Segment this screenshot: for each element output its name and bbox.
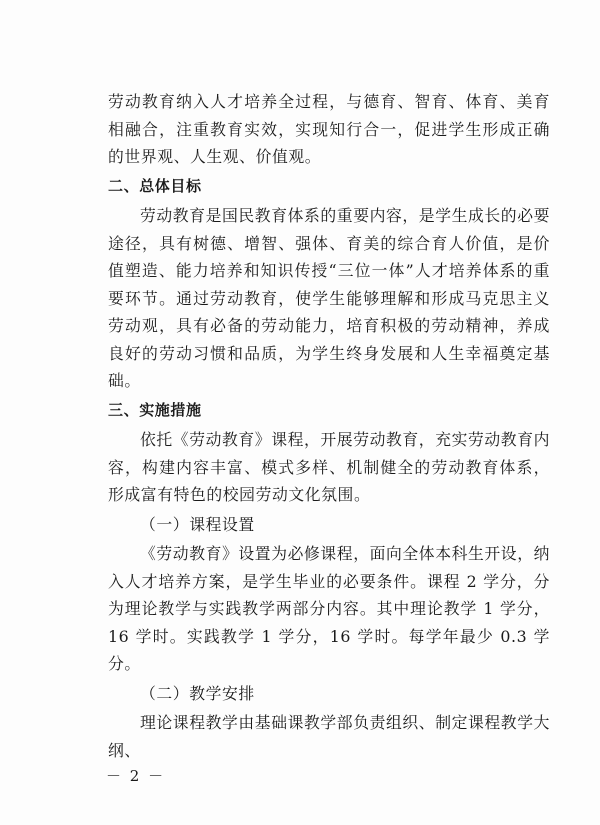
implementation-paragraph: 依托《劳动教育》课程，开展劳动教育，充实劳动教育内容，构建内容丰富、模式多样、机制健全的劳动教育体系，形成富有特色的校园劳动文化氛围。 [108, 430, 550, 504]
section-heading-implementation: 三、实施措施 [108, 400, 202, 419]
subsection-heading-curriculum: （一）课程设置 [140, 514, 255, 534]
subsection-heading-teaching: （二）教学安排 [140, 683, 255, 703]
intro-paragraph: 劳动教育纳入人才培养全过程，与德育、智育、体育、美育相融合，注重教育实效，实现知行合一，促进学生形成正确的世界观、人生观、价值观。 [108, 92, 550, 166]
page-number: － 2 － [106, 767, 166, 785]
section-heading-overall-goals: 二、总体目标 [108, 176, 202, 195]
document-body [108, 88, 550, 764]
overall-goals-paragraph: 劳动教育是国民教育体系的重要内容，是学生成长的必要途径，具有树德、增智、强体、育美的综合育人价值，是价值塑造、能力培养和知识传授“三位一体”人才培养体系的重要环节。通过劳动教育，使学生能够理解和形成马克思主义劳动观，具有必备的劳动能力，培育积极的劳动精神，养成良好的劳动习惯和品质，为学生终身发展和人生幸福奠定基础。 [108, 206, 550, 390]
curriculum-paragraph: 《劳动教育》设置为必修课程，面向全体本科生开设，纳入人才培养方案，是学生毕业的必要条件。课程 2 学分，分为理论教学与实践教学两部分内容。其中理论教学 1 学分，16 学时。实践教学 1 学分，16 学时。每学年最少 0.3 学分。 [108, 544, 550, 673]
teaching-paragraph: 理论课程教学由基础课教学部负责组织、制定课程教学大纲、 [108, 713, 550, 760]
